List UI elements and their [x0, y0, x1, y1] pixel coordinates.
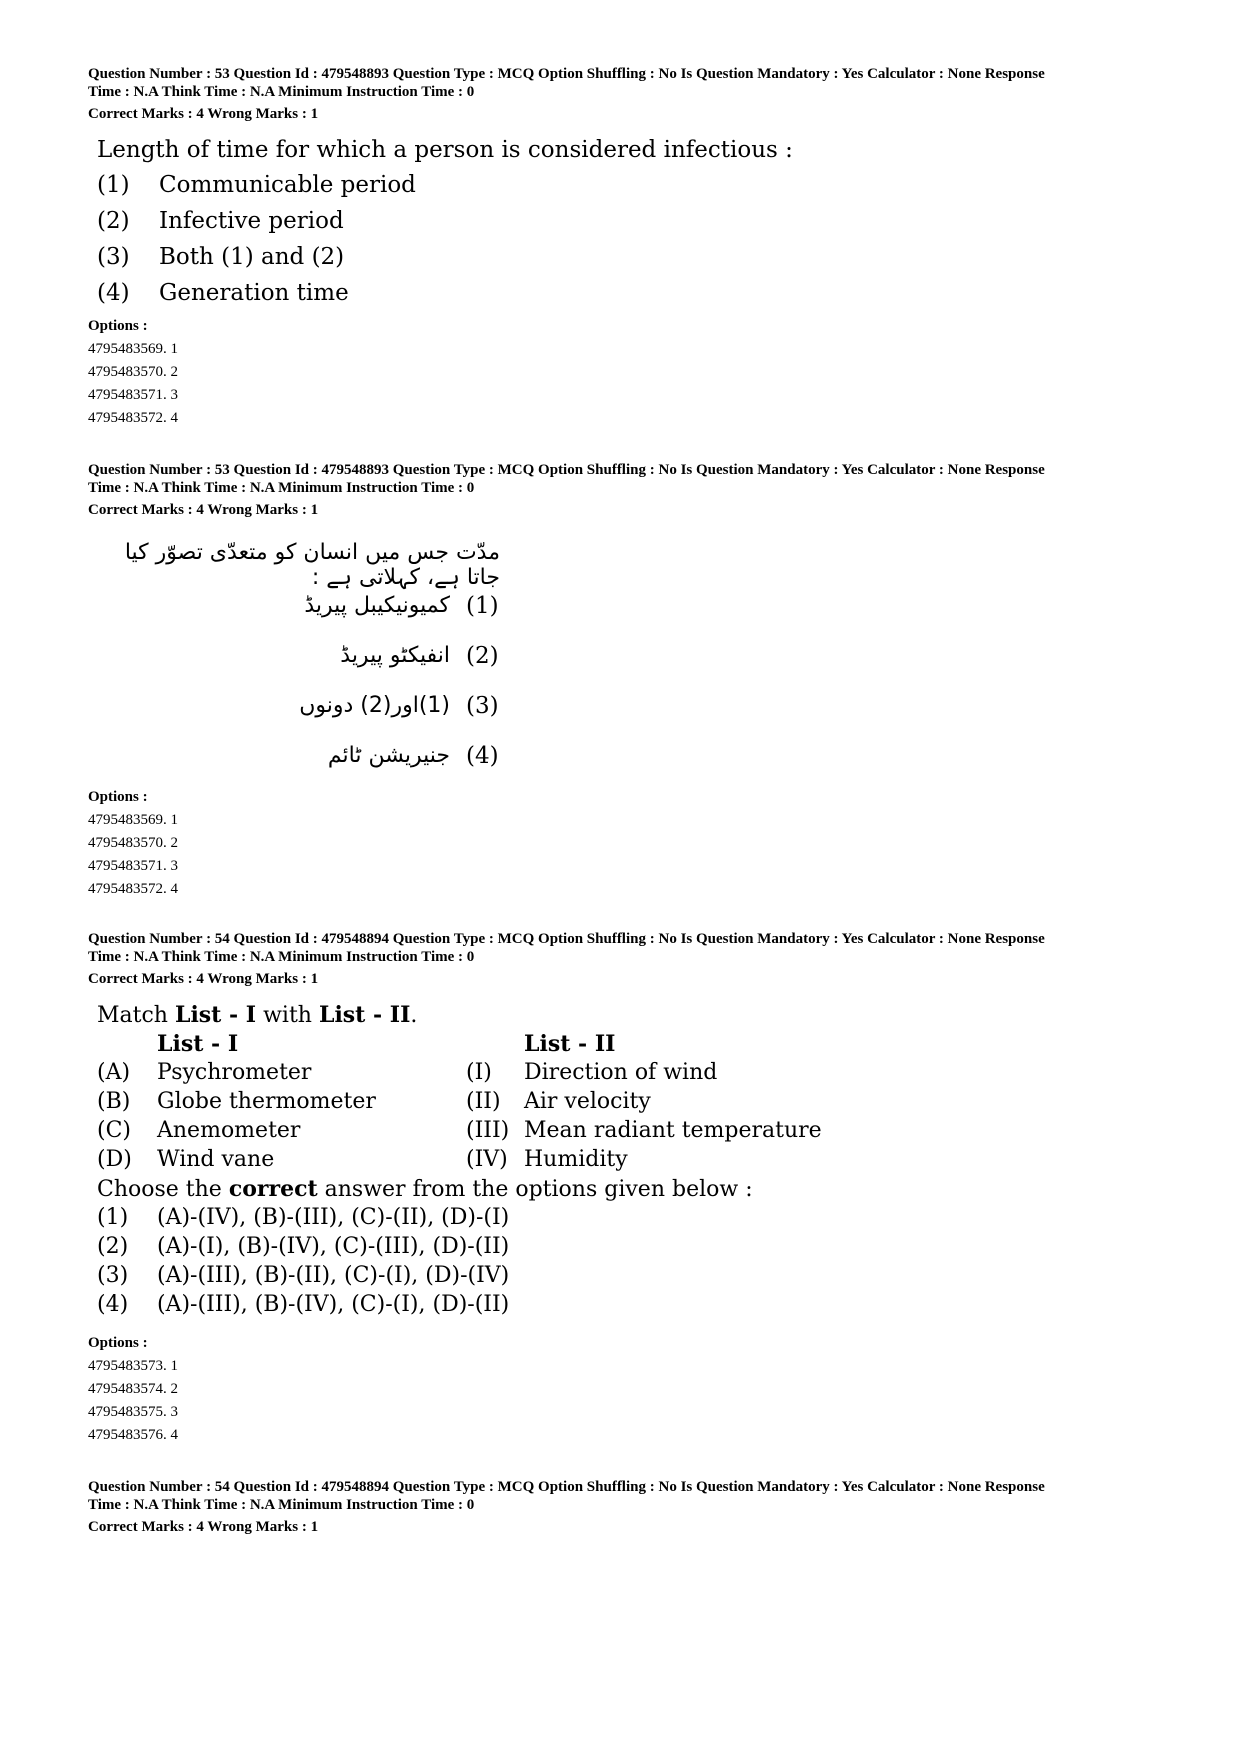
- list-one-item: Wind vane: [157, 1147, 275, 1172]
- question-meta-line1: Question Number : 54 Question Id : 479548894 Question Type : MCQ Option Shuffling : No Is Question Mandatory : Yes Calculator : None Response: [88, 1479, 1045, 1495]
- list-one-item: Psychrometer: [157, 1060, 312, 1085]
- question-meta: [88, 461, 1168, 519]
- choice-number: (3): [97, 244, 130, 270]
- marks-line: Correct Marks : 4 Wrong Marks : 1: [88, 502, 319, 518]
- options-label: Options :: [88, 318, 148, 334]
- stem-text: with: [256, 1003, 319, 1028]
- question-meta-line2: Time : N.A Think Time : N.A Minimum Instruction Time : 0: [88, 949, 475, 965]
- choice-number: (4): [97, 280, 130, 306]
- instruction-text: answer from the options given below :: [317, 1177, 753, 1202]
- list-row-label: (C): [97, 1118, 131, 1143]
- choice-number: (2): [466, 643, 499, 669]
- choice-row: [97, 280, 349, 306]
- choice-number: (4): [466, 743, 499, 769]
- options-label: Options :: [88, 1335, 148, 1351]
- option-id: 4795483569. 1: [88, 341, 178, 357]
- question-meta-line2: Time : N.A Think Time : N.A Minimum Instruction Time : 0: [88, 84, 475, 100]
- marks-line: Correct Marks : 4 Wrong Marks : 1: [88, 1519, 319, 1535]
- choice-row: [97, 172, 416, 198]
- option-id: 4795483571. 3: [88, 858, 178, 874]
- answer-text: (A)-(III), (B)-(II), (C)-(I), (D)-(IV): [157, 1263, 510, 1288]
- list-row-roman: (III): [466, 1118, 510, 1143]
- list-two-header: List - II: [524, 1031, 616, 1057]
- question-meta: [88, 930, 1168, 988]
- options-label: Options :: [88, 789, 148, 805]
- option-id: 4795483573. 1: [88, 1358, 178, 1374]
- list-row-roman: (IV): [466, 1147, 508, 1172]
- choice-row: [97, 208, 344, 234]
- choose-instruction: [97, 1175, 753, 1204]
- answer-text: (A)-(III), (B)-(IV), (C)-(I), (D)-(II): [157, 1292, 510, 1317]
- choice-row: [97, 244, 344, 270]
- marks-line: Correct Marks : 4 Wrong Marks : 1: [88, 971, 319, 987]
- choice-text-urdu: جنیریشن ٹائم: [327, 743, 450, 768]
- answer-number: (3): [97, 1263, 129, 1288]
- question-meta-line1: Question Number : 53 Question Id : 479548893 Question Type : MCQ Option Shuffling : No Is Question Mandatory : Yes Calculator : None Response: [88, 462, 1045, 478]
- choice-text: Communicable period: [159, 172, 416, 198]
- option-id: 4795483575. 3: [88, 1404, 178, 1420]
- list-row-roman: (II): [466, 1089, 501, 1114]
- option-id: 4795483576. 4: [88, 1427, 178, 1443]
- marks-line: Correct Marks : 4 Wrong Marks : 1: [88, 106, 319, 122]
- question-meta-line2: Time : N.A Think Time : N.A Minimum Instruction Time : 0: [88, 1497, 475, 1513]
- question-stem-urdu: مدّت جس میں انسان کو متعدّی تصوّر کیا جاتا ہے، کہلاتی ہے :: [124, 540, 500, 590]
- option-id: 4795483572. 4: [88, 410, 178, 426]
- stem-list-two: List - II: [318, 1002, 411, 1028]
- list-one-item: Anemometer: [157, 1118, 301, 1143]
- choice-number: (2): [97, 208, 130, 234]
- question-stem: [97, 1001, 417, 1030]
- answer-number: (4): [97, 1292, 129, 1317]
- question-meta-line2: Time : N.A Think Time : N.A Minimum Instruction Time : 0: [88, 480, 475, 496]
- question-meta: [88, 1478, 1168, 1536]
- stem-text: .: [410, 1003, 418, 1028]
- option-id: 4795483571. 3: [88, 387, 178, 403]
- choice-text-urdu: کمیونیکیبل پیریڈ: [304, 593, 450, 618]
- list-row-label: (A): [97, 1060, 131, 1085]
- question-meta-line1: Question Number : 53 Question Id : 479548893 Question Type : MCQ Option Shuffling : No Is Question Mandatory : Yes Calculator : None Response: [88, 66, 1045, 82]
- choice-number: (3): [466, 693, 499, 719]
- list-two-item: Mean radiant temperature: [524, 1118, 822, 1143]
- choice-text-urdu: انفیکٹو پیریڈ: [340, 643, 450, 668]
- question-stem: Length of time for which a person is considered infectious :: [97, 137, 793, 163]
- answer-text: (A)-(IV), (B)-(III), (C)-(II), (D)-(I): [157, 1205, 510, 1230]
- instruction-emphasis: correct: [228, 1176, 318, 1202]
- answer-number: (2): [97, 1234, 129, 1259]
- list-two-item: Humidity: [524, 1147, 628, 1172]
- list-one-item: Globe thermometer: [157, 1089, 376, 1114]
- choice-number: (1): [466, 593, 499, 619]
- list-row-roman: (I): [466, 1060, 492, 1085]
- choice-text-urdu: (1)اور(2) دونوں: [299, 693, 450, 718]
- stem-list-one: List - I: [174, 1002, 257, 1028]
- question-meta: [88, 65, 1168, 123]
- choice-text: Generation time: [159, 280, 349, 306]
- option-id: 4795483570. 2: [88, 835, 178, 851]
- instruction-text: Choose the: [97, 1177, 229, 1202]
- stem-text: Match: [97, 1003, 175, 1028]
- answer-text: (A)-(I), (B)-(IV), (C)-(III), (D)-(II): [157, 1234, 510, 1259]
- choice-text: Infective period: [159, 208, 344, 234]
- list-one-header: List - I: [157, 1031, 239, 1057]
- answer-number: (1): [97, 1205, 129, 1230]
- question-meta-line1: Question Number : 54 Question Id : 479548894 Question Type : MCQ Option Shuffling : No Is Question Mandatory : Yes Calculator : None Response: [88, 931, 1045, 947]
- option-id: 4795483569. 1: [88, 812, 178, 828]
- list-two-item: Air velocity: [524, 1089, 651, 1114]
- list-row-label: (B): [97, 1089, 131, 1114]
- option-id: 4795483570. 2: [88, 364, 178, 380]
- list-two-item: Direction of wind: [524, 1060, 718, 1085]
- option-id: 4795483574. 2: [88, 1381, 178, 1397]
- choice-text: Both (1) and (2): [159, 244, 345, 270]
- option-id: 4795483572. 4: [88, 881, 178, 897]
- list-row-label: (D): [97, 1147, 132, 1172]
- choice-number: (1): [97, 172, 130, 198]
